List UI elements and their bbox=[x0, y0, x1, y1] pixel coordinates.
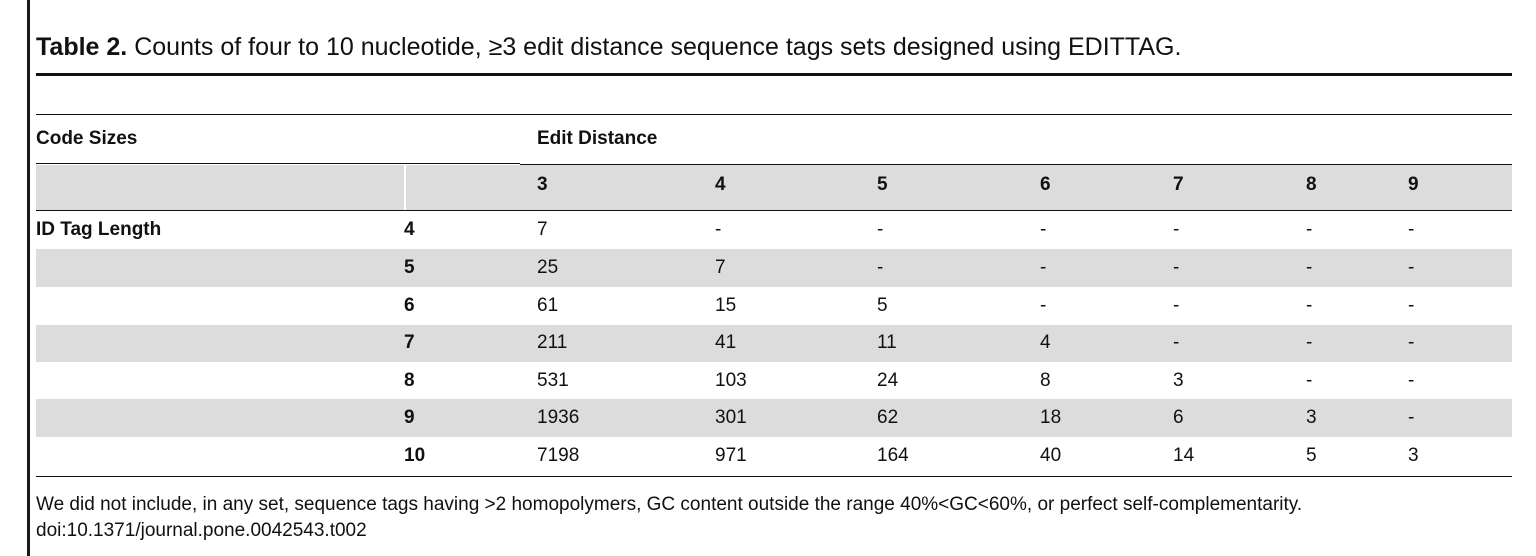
tag-length-cell: 4 bbox=[404, 219, 415, 240]
count-cell: - bbox=[1306, 295, 1313, 316]
count-cell: - bbox=[1408, 332, 1415, 353]
edit-distance-col-header: 5 bbox=[877, 174, 888, 195]
count-cell: - bbox=[1306, 257, 1313, 278]
count-cell: - bbox=[1306, 332, 1313, 353]
count-cell: - bbox=[1040, 295, 1047, 316]
count-cell: - bbox=[715, 219, 722, 240]
count-cell: - bbox=[1408, 219, 1415, 240]
count-cell: - bbox=[1408, 370, 1415, 391]
row-band-7 bbox=[36, 325, 1512, 362]
caption-rule bbox=[36, 73, 1512, 76]
count-cell: - bbox=[1408, 407, 1415, 428]
count-cell: 61 bbox=[537, 295, 559, 316]
table-caption bbox=[36, 28, 1181, 66]
code-sizes-rule bbox=[36, 163, 520, 164]
count-cell: 24 bbox=[877, 370, 899, 391]
count-cell: 41 bbox=[715, 332, 737, 353]
edit-distance-col-header: 3 bbox=[537, 174, 548, 195]
tag-length-cell: 5 bbox=[404, 257, 415, 278]
count-cell: - bbox=[877, 219, 884, 240]
header-bottom-rule bbox=[36, 210, 1512, 211]
tag-length-cell: 10 bbox=[404, 445, 426, 466]
row-band-5 bbox=[36, 249, 1512, 287]
edit-distance-header: Edit Distance bbox=[537, 128, 658, 149]
header-band bbox=[36, 165, 1512, 210]
count-cell: 971 bbox=[715, 445, 747, 466]
tag-length-cell: 6 bbox=[404, 295, 415, 316]
table-footnote bbox=[36, 492, 1302, 544]
count-cell: 531 bbox=[537, 370, 569, 391]
count-cell: 11 bbox=[877, 332, 897, 353]
count-cell: 3 bbox=[1408, 445, 1419, 466]
row-band-9 bbox=[36, 399, 1512, 437]
edit-distance-rule bbox=[520, 164, 1512, 165]
table-top-rule bbox=[36, 114, 1512, 115]
count-cell: 103 bbox=[715, 370, 747, 391]
count-cell: - bbox=[1306, 219, 1313, 240]
table-bottom-rule bbox=[36, 476, 1512, 477]
edit-distance-col-header: 8 bbox=[1306, 174, 1317, 195]
count-cell: 3 bbox=[1306, 407, 1317, 428]
edit-distance-col-header: 4 bbox=[715, 174, 726, 195]
id-tag-length-label: ID Tag Length bbox=[36, 219, 162, 240]
table-caption-label: Table 2. bbox=[36, 33, 128, 61]
footnote-doi: doi:10.1371/journal.pone.0042543.t002 bbox=[36, 520, 367, 541]
count-cell: - bbox=[1040, 257, 1047, 278]
count-cell: - bbox=[1040, 219, 1047, 240]
header-band-gap bbox=[404, 165, 406, 210]
edit-distance-col-header: 6 bbox=[1040, 174, 1051, 195]
edit-distance-col-header: 9 bbox=[1408, 174, 1419, 195]
count-cell: - bbox=[1173, 295, 1180, 316]
count-cell: - bbox=[1408, 295, 1415, 316]
count-cell: 7 bbox=[715, 257, 726, 278]
count-cell: - bbox=[1173, 219, 1180, 240]
left-margin-rule bbox=[27, 0, 30, 556]
count-cell: - bbox=[1173, 332, 1180, 353]
count-cell: 40 bbox=[1040, 445, 1062, 466]
tag-length-cell: 9 bbox=[404, 407, 415, 428]
count-cell: 5 bbox=[1306, 445, 1317, 466]
count-cell: 25 bbox=[537, 257, 559, 278]
footnote-text: We did not include, in any set, sequence tags having >2 homopolymers, GC content outside the range 40%<GC<60%, or perfect self-complementarity. bbox=[36, 494, 1303, 515]
count-cell: 211 bbox=[537, 332, 568, 353]
count-cell: 5 bbox=[877, 295, 888, 316]
count-cell: - bbox=[877, 257, 884, 278]
count-cell: 18 bbox=[1040, 407, 1062, 428]
count-cell: 1936 bbox=[537, 407, 580, 428]
count-cell: 301 bbox=[715, 407, 747, 428]
count-cell: 7 bbox=[537, 219, 548, 240]
count-cell: - bbox=[1408, 257, 1415, 278]
count-cell: 14 bbox=[1173, 445, 1195, 466]
count-cell: 3 bbox=[1173, 370, 1184, 391]
count-cell: 62 bbox=[877, 407, 899, 428]
count-cell: - bbox=[1306, 370, 1313, 391]
code-sizes-header: Code Sizes bbox=[36, 128, 138, 149]
count-cell: - bbox=[1173, 257, 1180, 278]
edit-distance-col-header: 7 bbox=[1173, 174, 1184, 195]
count-cell: 8 bbox=[1040, 370, 1051, 391]
count-cell: 4 bbox=[1040, 332, 1051, 353]
table-caption-text: Counts of four to 10 nucleotide, ≥3 edit distance sequence tags sets designed using EDITTAG. bbox=[134, 33, 1182, 61]
tag-length-cell: 8 bbox=[404, 370, 415, 391]
count-cell: 6 bbox=[1173, 407, 1184, 428]
tag-length-cell: 7 bbox=[404, 332, 415, 353]
count-cell: 164 bbox=[877, 445, 909, 466]
count-cell: 15 bbox=[715, 295, 737, 316]
count-cell: 7198 bbox=[537, 445, 580, 466]
